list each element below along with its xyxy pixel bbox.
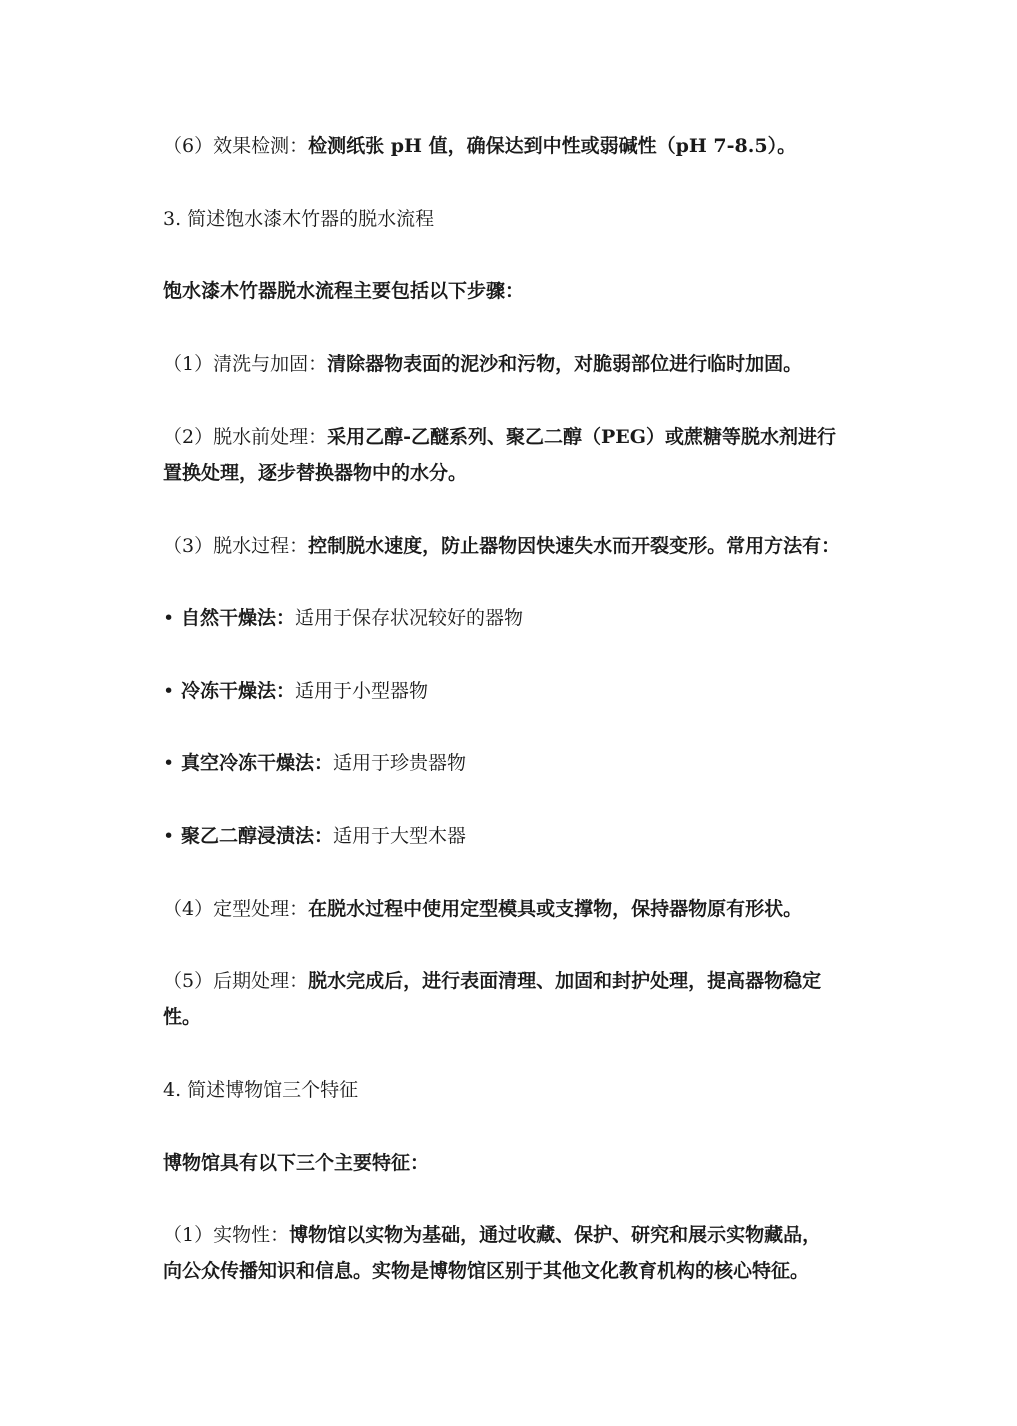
step-number: （4）	[163, 898, 214, 920]
bullet-label: 冷冻干燥法：	[181, 680, 296, 702]
step-3-line	[163, 528, 863, 565]
feature-1-line-cont: 向公众传播知识和信息。实物是博物馆区别于其他文化教育机构的核心特征。	[163, 1260, 810, 1282]
step-2-line-cont: 置换处理，逐步替换器物中的水分。	[163, 462, 468, 484]
step-2-line	[163, 419, 863, 456]
step-5-line	[163, 963, 863, 1000]
step-number: （2）	[163, 426, 214, 448]
bullet-icon: •	[163, 825, 175, 847]
step-4-line	[163, 891, 863, 928]
step-text: 清除器物表面的泥沙和污物，对脆弱部位进行临时加固。	[327, 353, 803, 375]
step-text: 脱水完成后，进行表面清理、加固和封护处理，提高器物稳定	[308, 970, 822, 992]
bullet-text: 适用于小型器物	[295, 680, 429, 702]
section-4-heading: 4. 简述博物馆三个特征	[163, 1079, 359, 1101]
step-1-line	[163, 346, 863, 383]
step-number: （6）	[163, 135, 214, 157]
step-number: （5）	[163, 970, 214, 992]
step-text: 博物馆以实物为基础，通过收藏、保护、研究和展示实物藏品，	[289, 1224, 822, 1246]
step-label: 效果检测：	[213, 135, 309, 157]
step-number: （1）	[163, 1224, 214, 1246]
bullet-text: 适用于珍贵器物	[333, 752, 467, 774]
step-6-line	[163, 128, 863, 165]
feature-1-line	[163, 1217, 863, 1254]
bullet-icon: •	[163, 752, 175, 774]
step-label: 后期处理：	[213, 970, 309, 992]
step-label: 脱水过程：	[213, 535, 309, 557]
bullet-text: 适用于保存状况较好的器物	[295, 607, 524, 629]
section-3-intro: 饱水漆木竹器脱水流程主要包括以下步骤：	[163, 280, 525, 302]
section-4-intro: 博物馆具有以下三个主要特征：	[163, 1152, 430, 1174]
step-label: 实物性：	[213, 1224, 290, 1246]
step-number: （1）	[163, 353, 214, 375]
bullet-icon: •	[163, 680, 175, 702]
bullet-label: 自然干燥法：	[181, 607, 296, 629]
bullet-item	[163, 673, 863, 710]
step-text: 采用乙醇-乙醚系列、聚乙二醇（PEG）或蔗糖等脱水剂进行	[327, 426, 836, 448]
bullet-label: 真空冷冻干燥法：	[181, 752, 334, 774]
step-label: 定型处理：	[213, 898, 309, 920]
step-number: （3）	[163, 535, 214, 557]
step-label: 清洗与加固：	[213, 353, 328, 375]
bullet-item	[163, 600, 863, 637]
section-3-heading: 3. 简述饱水漆木竹器的脱水流程	[163, 208, 435, 230]
bullet-label: 聚乙二醇浸渍法：	[181, 825, 334, 847]
step-text: 在脱水过程中使用定型模具或支撑物，保持器物原有形状。	[308, 898, 803, 920]
bullet-item	[163, 745, 863, 782]
step-text: 控制脱水速度，防止器物因快速失水而开裂变形。常用方法有：	[308, 535, 841, 557]
bullet-item	[163, 818, 863, 855]
step-label: 脱水前处理：	[213, 426, 328, 448]
bullet-icon: •	[163, 607, 175, 629]
step-text: 检测纸张 pH 值，确保达到中性或弱碱性（pH 7-8.5）。	[308, 135, 797, 157]
bullet-text: 适用于大型木器	[333, 825, 467, 847]
step-5-line-cont: 性。	[163, 1006, 202, 1028]
